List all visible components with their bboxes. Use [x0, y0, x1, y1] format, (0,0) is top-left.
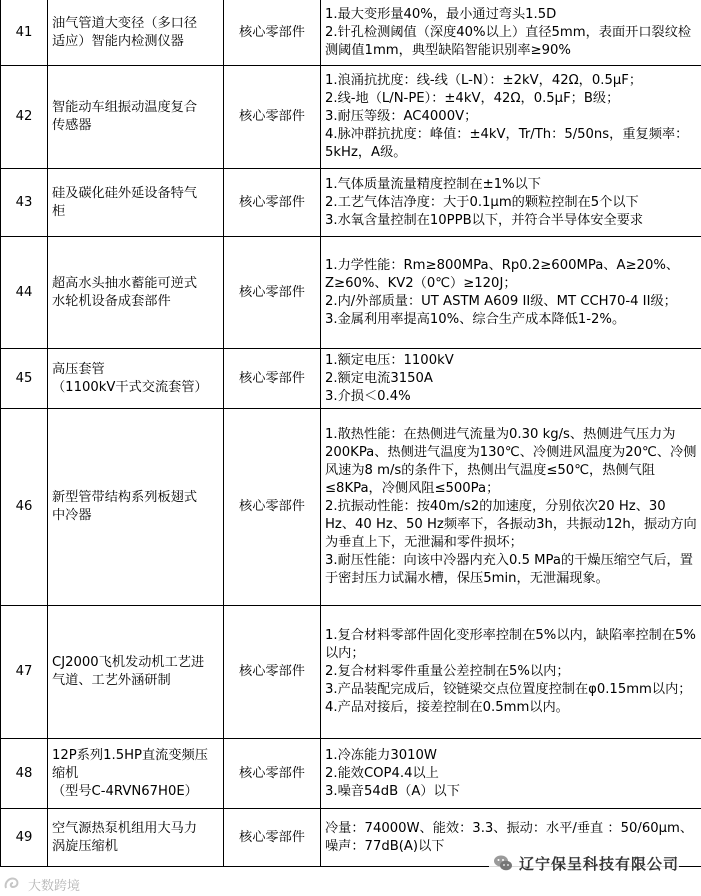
watermark-right-text: 辽宁保呈科技有限公司	[518, 854, 679, 873]
product-name-line: 水轮机设备成套部件	[52, 293, 171, 309]
table-row	[1, 739, 701, 809]
spec-line: 2.额定电流3150A	[325, 370, 433, 386]
spec-line: 2.能效COP4.4以上	[325, 765, 439, 781]
swirl-logo-icon	[2, 874, 22, 894]
product-name-line: 缩机	[52, 765, 79, 781]
spec-line: 3.噪音54dB（A）以下	[325, 783, 460, 799]
product-name-line: 新型管带结构系列板翅式	[52, 490, 198, 505]
spec-cell	[321, 66, 701, 169]
product-name-line: （型号C-4RVN67H0E）	[52, 783, 198, 799]
watermark-left	[2, 874, 80, 894]
product-name-line: 空气源热泵机组用大马力	[52, 820, 198, 836]
spec-line: 3.水氧含量控制在10PPB以下，并符合半导体安全要求	[325, 212, 644, 228]
product-name-line: 硅及碳化硅外延设备特气	[52, 185, 198, 201]
table-row	[1, 349, 701, 409]
spec-line: 2.线-地（L/N-PE）：±4kV，42Ω，0.5μF；B级；	[325, 91, 620, 106]
row-number: 49	[1, 809, 48, 867]
spec-line: 1.额定电压：1100kV	[325, 352, 454, 368]
row-number: 45	[1, 349, 48, 409]
table-row	[1, 0, 701, 66]
product-name-cell	[48, 809, 224, 867]
table-row	[1, 237, 701, 349]
category-cell: 核心零部件	[224, 66, 321, 169]
table-row	[1, 606, 701, 739]
spec-line: 3.产品装配完成后，铰链梁交点位置度控制在φ0.15mm以内；	[325, 682, 692, 697]
row-number: 42	[1, 66, 48, 169]
spec-line: 冷量：74000W、能效：3.3、振动：水平/垂直 ：50/60μm、噪声：77dB(A)以下	[325, 820, 694, 854]
product-name-line: 超高水头抽水蓄能可逆式	[52, 275, 198, 291]
category-cell: 核心零部件	[224, 169, 321, 237]
product-name-line: 12P系列1.5HP直流变频压	[52, 747, 208, 763]
product-name-cell	[48, 606, 224, 739]
spec-cell	[321, 409, 701, 606]
table-row	[1, 66, 701, 169]
category-cell: 核心零部件	[224, 349, 321, 409]
product-name-line: 高压套管	[52, 361, 105, 377]
product-name-line: 油气管道大变径（多口径	[52, 15, 198, 31]
spec-line: 2.针孔检测阈值（深度40%以上）直径5mm，表面开口裂纹检测阈值1mm，典型缺陷智能识别率≥90%	[325, 24, 692, 58]
product-name-line: 传感器	[52, 118, 92, 133]
spec-line: 1.冷冻能力3010W	[325, 747, 437, 763]
spec-line: 4.脉冲群抗扰度：峰值：±4kV，Tr/Th：5/50ns，重复频率：5kHz，A级。	[325, 127, 689, 160]
spec-line: 2.抗振动性能：按40m/s2的加速度，分别依次20 Hz、30 Hz、40 Hz、50 Hz频率下，各振动3h，共振动12h，振动方向为垂直上下，无泄漏和零件损坏；	[325, 499, 697, 550]
watermark-left-text: 大数跨境	[28, 878, 81, 894]
category-cell: 核心零部件	[224, 606, 321, 739]
row-number: 44	[1, 237, 48, 349]
product-name-cell	[48, 0, 224, 66]
wechat-icon	[493, 853, 513, 873]
spec-table-body	[1, 0, 701, 867]
product-name-line: CJ2000飞机发动机工艺进	[52, 655, 205, 670]
spec-line: 1.浪涌抗扰度：线-线（L-N）：±2kV，42Ω，0.5μF；	[325, 73, 643, 88]
spec-line: 1.力学性能：Rm≥800MPa、Rp0.2≥600MPa、A≥20%、Z≥60%、KV2（0℃）≥120J；	[325, 257, 680, 291]
product-name-line: 智能动车组振动温度复合	[52, 100, 198, 115]
product-name-line: 气道、工艺外涵研制	[52, 673, 171, 688]
category-cell: 核心零部件	[224, 237, 321, 349]
spec-line: 1.散热性能：在热侧进气流量为0.30 kg/s、热侧进气压力为200KPa、热侧进气温度为130℃、冷侧进风温度为20℃、冷侧风速为8 m/s的条件下，热侧出气温度≤50℃，热侧气阻≤8KPa，冷侧风阻≤500Pa；	[325, 427, 697, 496]
row-number: 43	[1, 169, 48, 237]
row-number: 48	[1, 739, 48, 809]
spec-cell	[321, 606, 701, 739]
product-name-cell	[48, 66, 224, 169]
spec-cell	[321, 0, 701, 66]
spec-line: 1.复合材料零部件固化变形率控制在5%以内，缺陷率控制在5%以内；	[325, 628, 696, 661]
product-name-cell	[48, 409, 224, 606]
product-name-line: 柜	[52, 203, 66, 219]
category-cell: 核心零部件	[224, 739, 321, 809]
product-name-line: 中冷器	[52, 508, 92, 523]
spec-line: 3.耐压等级：AC4000V；	[325, 109, 478, 124]
spec-cell	[321, 349, 701, 409]
spec-line: 3.耐压性能：向该中冷器内充入0.5 MPa的干燥压缩空气后，置于密封压力试漏水槽，保压5min，无泄漏现象。	[325, 553, 693, 586]
spec-cell	[321, 739, 701, 809]
row-number: 41	[1, 0, 48, 66]
product-name-line: 涡旋压缩机	[52, 838, 118, 854]
spec-line: 3.介损＜0.4%	[325, 388, 411, 404]
row-number: 47	[1, 606, 48, 739]
spec-line: 2.工艺气体洁净度：大于0.1μm的颗粒控制在5个以下	[325, 194, 639, 210]
watermark-right	[489, 850, 679, 876]
product-name-cell	[48, 169, 224, 237]
spec-line: 2.内/外部质量：UT ASTM A609 II级、MT CCH70-4 II级；	[325, 293, 677, 309]
spec-line: 3.金属利用率提高10%、综合生产成本降低1-2%。	[325, 311, 626, 327]
spec-cell	[321, 237, 701, 349]
table-row	[1, 409, 701, 606]
product-name-line: 适应）智能内检测仪器	[52, 33, 184, 49]
category-cell: 核心零部件	[224, 409, 321, 606]
spec-line: 1.气体质量流量精度控制在±1%以下	[325, 176, 541, 192]
product-name-line: （1100kV干式交流套管）	[52, 379, 208, 395]
spec-line: 1.最大变形量40%，最小通过弯头1.5D	[325, 6, 557, 22]
product-name-cell	[48, 739, 224, 809]
product-name-cell	[48, 349, 224, 409]
product-name-cell	[48, 237, 224, 349]
spec-line: 2.复合材料零件重量公差控制在5%以内；	[325, 664, 570, 679]
spec-cell	[321, 169, 701, 237]
category-cell: 核心零部件	[224, 809, 321, 867]
table-row	[1, 169, 701, 237]
spec-line: 4.产品对接后，接差控制在0.5mm以内。	[325, 700, 569, 715]
category-cell: 核心零部件	[224, 0, 321, 66]
row-number: 46	[1, 409, 48, 606]
